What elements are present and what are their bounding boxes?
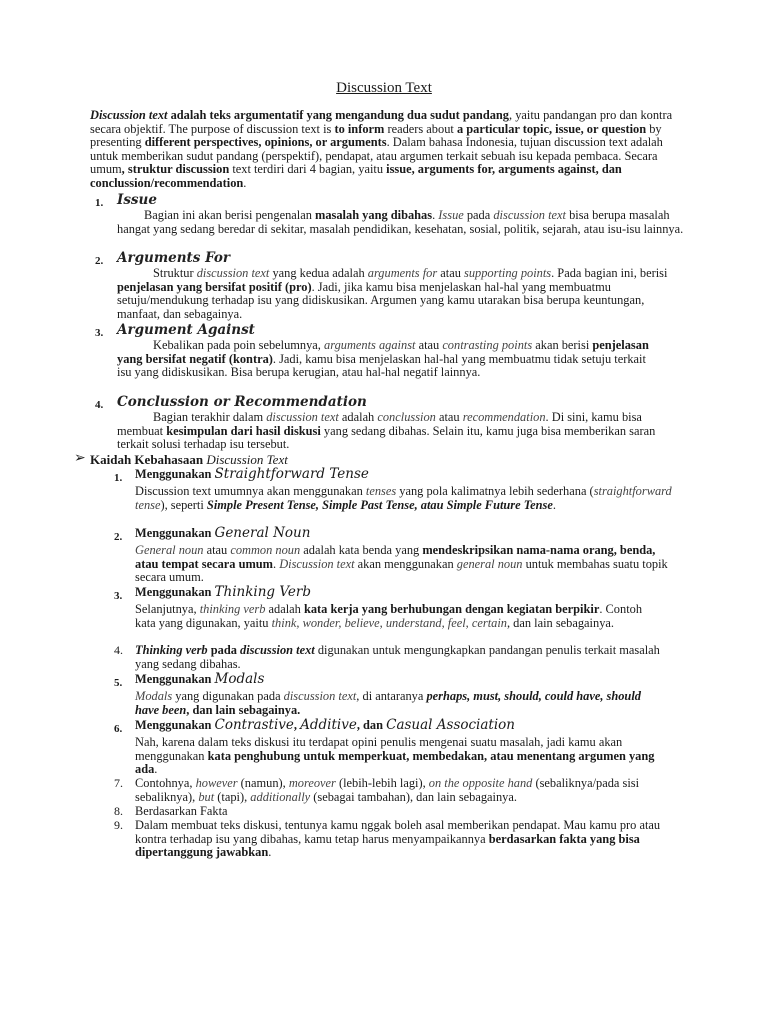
s4-text-e: atau xyxy=(435,410,463,424)
structure-number-2: 2. xyxy=(95,255,104,267)
intro-bold-5: , struktur discussion xyxy=(121,162,230,176)
kaidah-7-text xyxy=(135,777,681,804)
s2-text-c: yang kedua adalah xyxy=(269,266,368,280)
document-title: Discussion Text xyxy=(336,80,432,96)
s2-text-g: . Pada bagian ini, berisi xyxy=(551,266,668,280)
kaidah-6-sep-1: , xyxy=(293,718,301,732)
s3-bold: penjelasan yang bersifat negatif (kontra) xyxy=(117,338,649,366)
kaidah-2-prefix: Menggunakan xyxy=(135,526,215,540)
kaidah-5-title: Modals xyxy=(214,671,265,687)
kaidah-number-4: 4. xyxy=(114,643,123,657)
k7-b: however xyxy=(195,776,238,790)
s3-text-c: atau xyxy=(415,338,443,352)
s4-text-a: Bagian terakhir dalam xyxy=(153,410,267,424)
k7-j: additionally xyxy=(250,789,311,804)
k5-f: , dan lain sebagainya. xyxy=(186,702,301,717)
kaidah-number-1: 1. xyxy=(114,472,123,484)
k3-e: . Contoh kata yang digunakan, yaitu xyxy=(135,602,643,630)
k1-e: ), seperti xyxy=(160,497,207,512)
structure-heading-issue: Issue xyxy=(117,192,157,208)
k2-g: Discussion text xyxy=(279,556,355,571)
kaidah-5-prefix: Menggunakan xyxy=(135,672,215,686)
s4-text-c: adalah xyxy=(338,410,378,424)
s2-text-e: atau xyxy=(437,266,465,280)
kaidah-number-6: 6. xyxy=(114,723,123,735)
structure-arguments-for-text xyxy=(117,267,687,321)
k4-c: discussion text xyxy=(240,643,315,657)
k3-b: thinking verb xyxy=(199,602,266,616)
k1-g: . xyxy=(552,497,556,512)
s4-italic-b: discussion text xyxy=(266,410,339,424)
intro-bold-1: adalah teks argumentatif yang mengandung dua sudut pandang xyxy=(167,108,509,122)
k5-c: discussion text xyxy=(283,689,357,703)
intro-text-4: . Dalam bahasa Indonesia, tujuan discussion text adalah untuk memberikan sudut pandang (perspektif), pendapat, atau argumen terkait sebuah isu kepada pembaca. Secara umum xyxy=(90,135,663,176)
k1-f: Simple Present Tense, Simple Past Tense, atau Simple Future Tense xyxy=(206,497,553,512)
structure-issue-text xyxy=(117,209,685,236)
k2-f: . xyxy=(273,556,280,571)
structure-number-1: 1. xyxy=(95,197,104,209)
kaidah-number-3: 3. xyxy=(114,590,123,602)
structure-argument-against-text xyxy=(117,339,657,380)
s4-text-g: . Di sini, kamu bisa membuat xyxy=(117,410,642,438)
kaidah-5-heading xyxy=(135,673,264,687)
kaidah-number-7: 7. xyxy=(114,776,123,790)
kaidah-5-text xyxy=(135,690,665,717)
s1-text-a: Bagian ini akan berisi pengenalan xyxy=(144,208,316,222)
intro-bold-4: different perspectives, opinions, or arguments xyxy=(144,135,387,149)
k6-c: . xyxy=(154,762,158,776)
k5-a: Modals xyxy=(135,689,173,703)
k1-b: tenses xyxy=(365,484,397,498)
k7-a: Contohnya, xyxy=(135,776,196,790)
k2-e: mendeskripsikan nama-nama orang, benda, atau tempat secara umum xyxy=(135,543,656,571)
kaidah-3-heading xyxy=(135,586,311,600)
kaidah-number-5: 5. xyxy=(114,677,123,689)
k7-i: (tapi), xyxy=(214,789,251,804)
s1-bold: masalah yang dibahas xyxy=(315,208,433,222)
s4-italic-f: recommendation xyxy=(462,410,546,424)
k3-g: , dan lain sebagainya. xyxy=(506,615,614,630)
k3-a: Selanjutnya, xyxy=(135,602,200,616)
kaidah-6-title-a: Contrastive xyxy=(214,717,294,733)
structure-number-4: 4. xyxy=(95,399,104,411)
s3-italic-b: arguments against xyxy=(324,338,416,352)
k7-f: on the opposite hand xyxy=(428,776,533,790)
kaidah-3-title: Thinking Verb xyxy=(214,584,311,600)
structure-number-3: 3. xyxy=(95,327,104,339)
k7-g: (sebaliknya/pada sisi sebaliknya), xyxy=(135,776,640,804)
s2-text-i: . Jadi, jika kamu bisa menjelaskan hal-hal yang membuatmu setuju/mendukung terhadap isu yang didiskusikan. Argumen yang kamu utarakan bisa berupa keuntungan, manfaat, dan sebagainya. xyxy=(117,279,645,321)
kaidah-3-prefix: Menggunakan xyxy=(135,585,215,599)
kaidah-heading xyxy=(90,453,288,467)
s3-italic-d: contrasting points xyxy=(442,338,533,352)
k4-a: Thinking verb xyxy=(135,643,208,657)
kaidah-6-heading xyxy=(135,719,515,733)
kaidah-2-title: General Noun xyxy=(214,525,311,541)
intro-term: Discussion text xyxy=(90,108,168,122)
s2-italic-b: discussion text xyxy=(196,266,270,280)
s1-italic-d: Issue xyxy=(438,208,464,222)
kaidah-9-text xyxy=(135,819,671,860)
kaidah-number-2: 2. xyxy=(114,531,123,543)
k9-c: . xyxy=(268,845,272,859)
kaidah-1-text xyxy=(135,485,675,512)
k5-b: yang digunakan pada xyxy=(172,689,284,703)
k6-b: kata penghubung untuk memperkuat, membedakan, atau menentang argumen yang ada xyxy=(135,748,655,776)
k2-j: untuk membahas suatu topik secara umum. xyxy=(135,556,668,584)
kaidah-heading-italic: Discussion Text xyxy=(206,452,288,467)
intro-paragraph xyxy=(90,109,686,190)
kaidah-2-text xyxy=(135,544,681,585)
k6-a: Nah, karena dalam teks diskusi itu terdapat opini penulis mengenai suatu masalah, jadi kamu akan menggunakan xyxy=(135,735,623,763)
kaidah-1-title: Straightforward Tense xyxy=(214,466,369,482)
s1-text-e: pada xyxy=(463,208,494,222)
k1-d: straightforward tense xyxy=(135,484,672,512)
k2-i: general noun xyxy=(456,556,523,571)
s1-italic-f: discussion text xyxy=(493,208,566,222)
kaidah-6-sep-2: , dan xyxy=(356,718,387,732)
kaidah-1-heading xyxy=(135,468,369,482)
s1-text-g: bisa berupa masalah hangat yang sedang beredar di sekitar, masalah pendidikan, kesehatan, sosial, politik, sejarah, atau isu-isu lainnya. xyxy=(117,208,684,236)
kaidah-number-9: 9. xyxy=(114,818,123,832)
s3-text-e: akan berisi xyxy=(532,338,593,352)
kaidah-4-text xyxy=(135,644,685,671)
s2-italic-f: supporting points xyxy=(464,266,552,280)
k2-h: akan menggunakan xyxy=(354,556,457,571)
k1-a: Discussion text umumnya akan menggunakan xyxy=(135,484,366,498)
kaidah-6-text xyxy=(135,736,660,777)
intro-bold-2: to inform xyxy=(334,121,385,136)
k5-d: , di antaranya xyxy=(356,689,427,703)
k2-d: adalah kata benda yang xyxy=(300,543,423,557)
kaidah-6-title-c: Casual Association xyxy=(386,717,515,733)
k9-b: berdasarkan fakta yang bisa dipertanggung jawabkan xyxy=(135,831,640,859)
arrow-bullet-icon: ➢ xyxy=(74,451,86,466)
k5-e: perhaps, must, should, could have, should have been xyxy=(135,689,641,717)
k2-a: General noun xyxy=(135,543,204,557)
k4-d: digunakan untuk mengungkapkan pandangan penulis terkait masalah yang sedang dibahas. xyxy=(135,643,660,671)
intro-bold-6: issue, arguments for, arguments against, dan conclussion/recommendation xyxy=(90,162,622,190)
k9-a: Dalam membuat teks diskusi, tentunya kamu nggak boleh asal memberikan pendapat. Mau kamu pro atau kontra terhadap isu yang dibahas, kamu tetap harus menyampaikannya xyxy=(135,818,661,846)
k7-e: (lebih-lebih lagi), xyxy=(335,776,429,790)
k3-c: adalah xyxy=(265,602,304,616)
s1-text-c: . xyxy=(432,208,439,222)
s4-italic-d: conclussion xyxy=(377,410,436,424)
s3-text-a: Kebalikan pada poin sebelumnya, xyxy=(153,338,325,352)
k2-c: common noun xyxy=(230,543,301,557)
k4-b: pada xyxy=(207,643,241,657)
k7-h: but xyxy=(198,789,215,804)
s2-bold: penjelasan yang bersifat positif (pro) xyxy=(117,279,312,294)
structure-heading-argument-against: Argument Against xyxy=(117,322,255,338)
k7-k: (sebagai tambahan), dan lain sebagainya. xyxy=(310,789,517,804)
structure-heading-arguments-for: Arguments For xyxy=(117,250,231,266)
s4-bold: kesimpulan dari hasil diskusi xyxy=(166,423,321,438)
s3-text-g: . Jadi, kamu bisa menjelaskan hal-hal yang membuatmu tidak setuju terkait isu yang didiskusikan. Bisa berupa kerugian, atau hal-hal negatif lainnya. xyxy=(117,351,646,379)
kaidah-6-title-b: Additive xyxy=(300,717,357,733)
kaidah-3-text xyxy=(135,603,665,630)
kaidah-number-8: 8. xyxy=(114,804,123,818)
s2-text-a: Struktur xyxy=(153,266,197,280)
intro-text-6: . xyxy=(243,175,247,190)
s2-italic-d: arguments for xyxy=(367,266,438,280)
intro-text-1: , yaitu pandangan pro dan kontra secara objektif. The purpose of discussion text is xyxy=(90,108,673,136)
kaidah-1-prefix: Menggunakan xyxy=(135,467,215,481)
intro-text-5: text terdiri dari 4 bagian, yaitu xyxy=(229,162,387,176)
k3-f: think, wonder, believe, understand, feel, certain xyxy=(271,615,507,630)
kaidah-8-text: Berdasarkan Fakta xyxy=(135,804,228,818)
intro-text-2: readers about xyxy=(384,121,457,136)
k1-c: yang pola kalimatnya lebih sederhana ( xyxy=(396,484,594,498)
kaidah-6-prefix: Menggunakan xyxy=(135,718,215,732)
structure-conclussion-text xyxy=(117,411,681,452)
k7-c: (namun), xyxy=(237,776,289,790)
kaidah-heading-bold: Kaidah Kebahasaan xyxy=(90,452,207,467)
kaidah-2-heading xyxy=(135,527,310,541)
s4-text-i: yang sedang dibahas. Selain itu, kamu juga bisa memberikan saran terkait solusi terhadap isu tersebut. xyxy=(117,423,656,451)
intro-text-3: by presenting xyxy=(90,121,662,149)
k3-d: kata kerja yang berhubungan dengan kegiatan berpikir xyxy=(303,602,600,616)
structure-heading-conclussion: Conclussion or Recommendation xyxy=(117,394,367,410)
intro-bold-3: a particular topic, issue, or question xyxy=(456,121,647,136)
k2-b: atau xyxy=(203,543,231,557)
k7-d: moreover xyxy=(288,776,336,790)
